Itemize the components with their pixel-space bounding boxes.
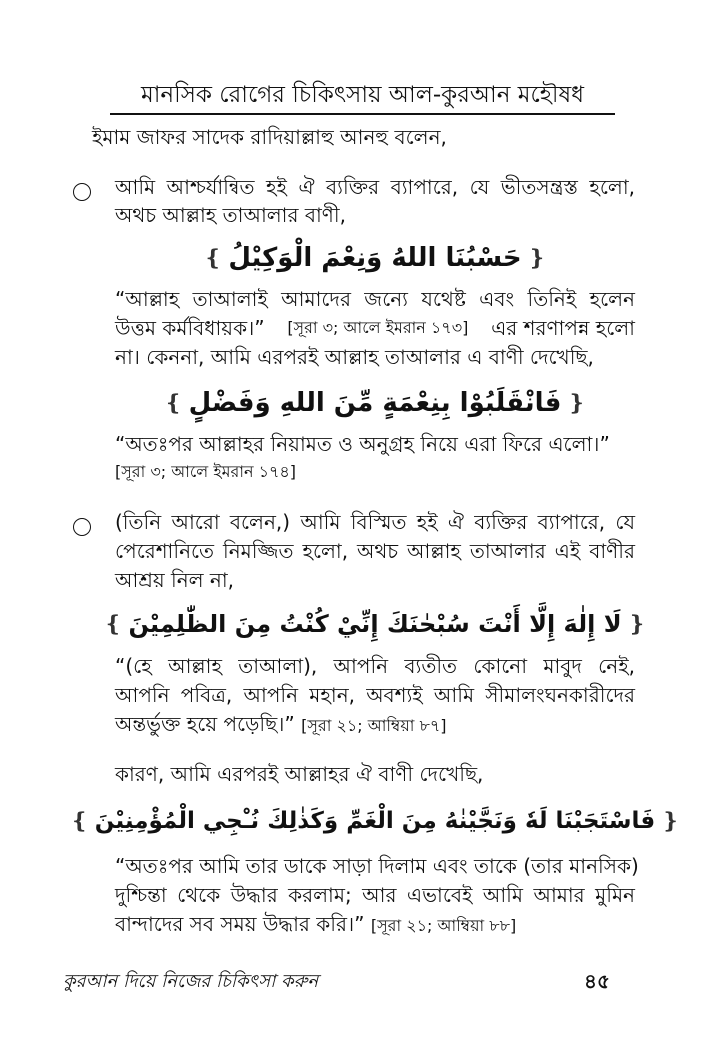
item2-line4: কারণ, আমি এরপরই আল্লাহর ঐ বাণী দেখেছি, [115, 762, 484, 786]
item2-line3: আশ্রয় নিল না, [115, 568, 235, 592]
item2-translation2-line3 [115, 910, 516, 940]
arabic-verse-3 [104, 599, 646, 649]
intro-line: ইমাম জাফর সাদেক রাদিয়াল্লাহু আনহু বলেন, [92, 125, 447, 149]
translation-text: বান্দাদের সব সময় উদ্ধার করি।” [115, 912, 365, 936]
item2-translation2-line2: দুশ্চিন্তা থেকে উদ্ধার করলাম; আর এভাবেই আমি আমার মুমিন [115, 883, 635, 907]
arabic-verse-text: لَا إِلٰهَ إِلَّا أَنْتَ سُبْحٰنَكَ إِنِّيْ كُنْتُ مِنَ الظّٰلِمِيْنَ [128, 610, 622, 638]
translation-text: উত্তম কর্মবিধায়ক।” [115, 316, 265, 340]
item1-line1: আমি আশ্চর্যান্বিত হই ঐ ব্যক্তির ব্যাপারে, যে ভীতসন্ত্রস্ত হলো, [115, 175, 635, 199]
bullet-circle-icon [73, 518, 91, 536]
surah-reference: [সূরা ২১; আম্বিয়া ৮৭] [301, 716, 447, 735]
ornament-close-icon: ❵ [627, 611, 646, 637]
footer-book-title: কুরআন দিয়ে নিজের চিকিৎসা করুন [63, 971, 319, 992]
surah-reference: [সূরা ২১; আম্বিয়া ৮৮] [370, 916, 517, 935]
translation-text: অন্তর্ভুক্ত হয়ে পড়েছি।” [115, 712, 295, 736]
item2-translation-line2: আপনি পবিত্র, আপনি মহান, অবশ্যই আমি সীমালংঘনকারীদের [115, 683, 635, 707]
item2-line2: পেরেশানিতে নিমজ্জিত হলো, অথচ আল্লাহ তাআলার এই বাণীর [115, 539, 635, 563]
item2-translation-line1: “(হে আল্লাহ তাআলা), আপনি ব্যতীত কোনো মাবুদ নেই, [115, 654, 635, 678]
arabic-verse-4 [70, 796, 680, 846]
ornament-open-icon: ❴ [203, 245, 223, 271]
item2-translation2-line1: “অতঃপর আমি তার ডাকে সাড়া দিলাম এবং তাকে (তার মানসিক) [115, 854, 639, 878]
surah-reference: [সূরা ৩; আলে ইমরান ১৭৩] [287, 318, 469, 337]
arabic-verse-text: فَاسْتَجَبْنَا لَهٗ وَنَجَّيْنٰهُ مِنَ الْغَمِّ وَكَذٰلِكَ نُـْجِي الْمُؤْمِنِيْنَ [94, 808, 656, 834]
bullet-circle-icon [73, 183, 91, 201]
item2-translation-line3 [115, 710, 447, 740]
item1-line2: অথচ আল্লাহ তাআলার বাণী, [115, 203, 346, 227]
page-title: মানসিক রোগের চিকিৎসায় আল-কুরআন মহৌষধ [140, 82, 585, 108]
arabic-verse-text: فَانْقَلَبُوْا بِنِعْمَةٍ مِّنَ اللهِ وَفَضْلٍ [188, 388, 562, 418]
ornament-open-icon: ❴ [104, 611, 123, 637]
title-underline [110, 113, 615, 115]
ornament-open-icon: ❴ [164, 390, 183, 416]
item1-line3: না। কেননা, আমি এরপরই আল্লাহ তাআলার এ বাণী দেখেছি, [115, 345, 594, 369]
ornament-open-icon: ❴ [70, 808, 89, 834]
arabic-verse-text: حَسْبُنَا اللهُ وَنِعْمَ الْوَكِيْلُ [228, 243, 522, 273]
item1-translation2: “অতঃপর আল্লাহর নিয়ামত ও অনুগ্রহ নিয়ে এরা ফিরে এলো।” [115, 432, 610, 456]
arabic-verse-2 [115, 378, 635, 428]
translation-text: এর শরণাপন্ন হলো [491, 316, 635, 340]
item2-line1: (তিনি আরো বলেন,) আমি বিস্মিত হই ঐ ব্যক্তির ব্যাপারে, যে [115, 510, 635, 534]
page-number: ৪৫ [584, 969, 610, 993]
arabic-verse-1 [115, 233, 635, 283]
surah-reference: [সূরা ৩; আলে ইমরান ১৭৪] [115, 462, 297, 481]
ornament-close-icon: ❵ [527, 245, 547, 271]
ornament-close-icon: ❵ [567, 390, 586, 416]
ornament-close-icon: ❵ [661, 808, 680, 834]
item1-translation-line2 [115, 314, 635, 342]
item1-translation-line1: “আল্লাহ তাআলাই আমাদের জন্যে যথেষ্ট এবং তিনিই হলেন [115, 287, 635, 311]
